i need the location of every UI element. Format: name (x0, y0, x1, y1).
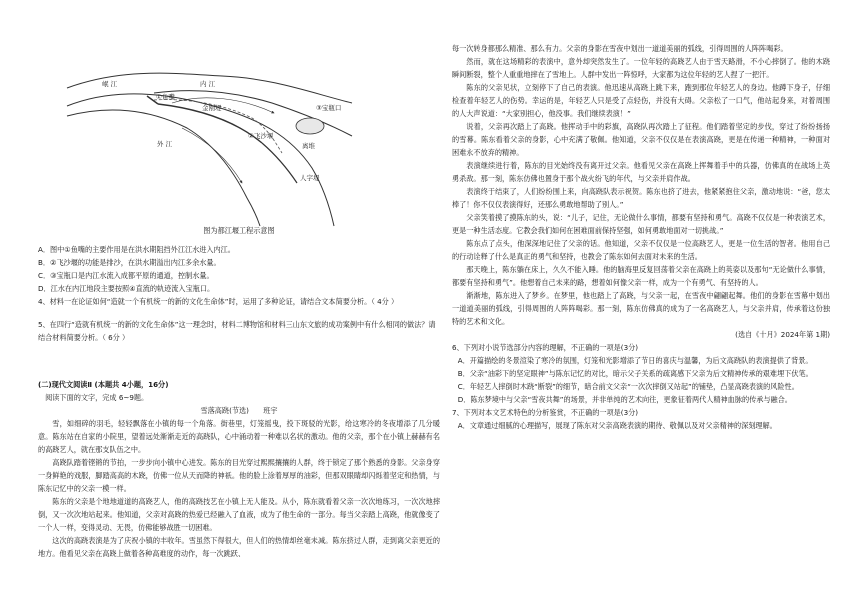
q3-option-a: A．图中①鱼嘴的主要作用是在洪水期阻挡外江江水进入内江。 (38, 245, 235, 254)
question-4: 4、材料一在论证如何“造就一个有机统一的新的文化生命体”时，运用了多种论证，请结合文本简要分析。（ 4分 ） (38, 297, 399, 306)
lidui-hill (296, 118, 324, 134)
map-caption: 图为都江堰工程示意图 (203, 226, 275, 235)
label-renzidi: 人字堤 (300, 174, 320, 182)
story-paragraph: 然而，就在这场精彩的表演中，意外却突然发生了。一位年轻的高跷艺人由于雪天路滑，不小心摔倒了。他的木跷瞬间断裂，整个人重重地摔在了雪地上。人群中发出一阵惊呼，大家都为这位年轻的艺人捏了一把汗。 (452, 57, 830, 79)
right-column (452, 42, 830, 432)
story-paragraph: 高跷队踏着铿锵的节拍，一步步向小镇中心进发。陈东的目光穿过熙熙攘攘的人群，终于锁定了那个熟悉的身影。父亲身穿一身鲜艳的戏服，脚踏高高的木跷，仿佛一位从天而降的神祇。他的脸上涂着厚厚的油彩，但那双眼睛却闪烁着坚定和热情，与陈东记忆中的父亲一模一样。 (38, 458, 440, 493)
story-paragraph: 陈东的父亲是个地地道道的高跷艺人，他的高跷技艺在小镇上无人能及。从小，陈东就看着父亲一次次地练习，一次次地摔倒，又一次次地站起来。他知道，父亲对高跷的热爱已经融入了血液，成为了他生命的一部分。每当父亲踏上高跷，他就像变了一个人一样，变得灵动、无畏，仿佛能够战胜一切困难。 (38, 497, 440, 532)
dujiangyan-map (62, 58, 362, 228)
question-7: 7、下列对本文艺术特色的分析鉴赏，不正确的一项是(3分) (452, 408, 639, 417)
reading-section (38, 378, 440, 560)
story-paragraph: 渐渐地，陈东进入了梦乡。在梦里，他也踏上了高跷，与父亲一起，在雪夜中翩翩起舞。他们的身影在雪幕中划出一道道美丽的弧线，引得周围的人阵阵喝彩。那一刻，陈东仿佛真的成为了一名高跷艺人，与父亲并肩，传承着这份独特的艺术和文化。 (452, 291, 830, 326)
left-column (38, 243, 440, 308)
label-minjiang: 岷 江 (102, 80, 118, 88)
label-neijiang: 内 江 (200, 80, 216, 88)
label-yuzui: ①鱼嘴 (156, 93, 175, 101)
story-paragraph: 那天晚上，陈东躺在床上，久久不能入睡。他的脑海里反复回荡着父亲在高跷上的英姿以及那句“无论做什么事情，都要有坚持和勇气”。他想着自己未来的路，想着如何像父亲一样，成为一个有勇气、有坚持的人。 (452, 265, 830, 287)
q3-option-b: B．②飞沙堰的功能是排沙，在洪水期溢出内江多余水量。 (38, 258, 221, 267)
story-paragraph: 雪，如细碎的羽毛，轻轻飘落在小镇的每一个角落。街巷里，灯笼摇曳，投下斑驳的光影，给这寒冷的冬夜增添了几分暖意。陈东站在自家的小院里，望着远处渐渐走近的高跷队，心中涌动着一种难以名状的激动。他的父亲，那个在小镇上赫赫有名的高跷艺人，就在那支队伍之中。 (38, 419, 440, 454)
q6-option-c: C．年轻艺人摔倒时木跷“断裂”的细节，暗合前文父亲“一次次摔倒又站起”的铺垫，凸显高跷表演的风险性。 (457, 382, 799, 391)
flow-arrow-outer (182, 128, 242, 183)
label-feishayan: ②飞沙堰 (248, 132, 274, 140)
q3-option-d: D．江水在内江地段主要按照④直流的轨迹流入宝瓶口。 (38, 284, 215, 293)
story-paragraph: 表演终于结束了，人们纷纷围上来，向高跷队表示祝贺。陈东也挤了进去，他紧紧抱住父亲，激动地说：“爸，您太棒了！你不仅仅表演得好，还那么勇敢地帮助了别人。” (452, 187, 830, 209)
story-paragraph: 表演继续进行着，陈东的目光始终没有离开过父亲。他看见父亲在高跷上挥舞着手中的兵器，仿佛真的在战场上英勇杀敌。那一刻，陈东仿佛也置身于那个战火纷飞的年代，与父亲并肩作战。 (452, 161, 830, 183)
river-bank-middle (67, 94, 334, 226)
story-paragraph: 这次的高跷表演是为了庆祝小镇的丰收年。雪虽然下得很大，但人们的热情却丝毫未减。陈东挤过人群，走到离父亲更近的地方。他看见父亲在高跷上做着各种高难度的动作，每一次跳跃、 (38, 536, 440, 558)
q6-option-a: A．开篇描绘的冬景渲染了寒冷的氛围，灯笼和光影增添了节日的喜庆与温馨，为后文高跷队的表演提供了背景。 (457, 356, 813, 365)
section-title: (二)现代文阅读Ⅱ (本题共 4小题，16分) (38, 380, 169, 389)
q6-option-b: B．父亲“油彩下的坚定眼神”与陈东记忆的对比，暗示父子关系的疏离感下父亲为后文精神传承的艰难埋下伏笔。 (457, 369, 813, 378)
instruction: 阅读下面的文字，完成 6~9题。 (45, 393, 149, 402)
label-baopingkou: ③宝瓶口 (316, 104, 342, 112)
story-source: (选自《十月》2024年第 1期) (735, 330, 830, 339)
label-jingangdi: 金刚堤 (202, 104, 222, 112)
story-title: 雪落高跷(节选) 班宇 (200, 406, 278, 415)
story-paragraph: 每一次转身都那么精准、那么有力。父亲的身影在雪夜中划出一道道美丽的弧线，引得周围的人阵阵喝彩。 (452, 44, 788, 53)
story-paragraph: 陈东点了点头，他深深地记住了父亲的话。他知道，父亲不仅仅是一位高跷艺人，更是一位生活的智者。他用自己的行动诠释了什么是真正的勇气和坚持，也教会了陈东如何去面对未来的生活。 (452, 239, 830, 261)
river-bank-top (67, 73, 352, 103)
map-drawing (62, 58, 362, 228)
question-5-text: 5、在四行“造就有机统一的新的文化生命体”这一理念时，材料二博物馆和材料三山东文旅的成功案例中有什么相同的做法？请结合材料简要分析。（ 6分 ） (38, 320, 436, 342)
q3-option-c: C．③宝瓶口是内江水流入成都平原的通道，控制水量。 (38, 271, 214, 280)
question-6: 6、下列对小说节选部分内容的理解，不正确的一项是(3分) (452, 343, 639, 352)
story-paragraph: 父亲笑着摸了摸陈东的头，说：“儿子，记住，无论做什么事情，都要有坚持和勇气。高跷不仅仅是一种表演艺术，更是一种生活态度。它教会我们如何在困难面前保持坚强，如何勇敢地面对一切挑战。” (452, 213, 830, 235)
label-lidui: 离堆 (302, 142, 315, 150)
q7-option-a: A．文章通过细腻的心理描写，展现了陈东对父亲高跷表演的期待、敬佩以及对父亲精神的深刻理解。 (457, 421, 777, 430)
story-paragraph: 陈东的父亲见状，立刻停下了自己的表演。他迅速从高跷上跳下来，跑到那位年轻艺人的身边。他蹲下身子，仔细检查着年轻艺人的伤势。幸运的是，年轻艺人只是受了点轻伤，并没有大碍。父亲松了一口气，他站起身来，对着周围的人大声说道：“大家别担心，他没事。我们继续表演！” (452, 83, 830, 118)
question-5 (38, 318, 440, 344)
river-bank-bottom (67, 110, 260, 226)
q6-option-d: D．陈东梦境中与父亲“雪夜共舞”的场景，并非单纯的艺术向往，更象征着两代人精神血脉的传承与融合。 (457, 395, 792, 404)
story-paragraph: 说着，父亲再次踏上了高跷。他挥动手中的彩旗，高跷队再次踏上了征程。他们踏着坚定的步伐，穿过了纷纷扬扬的雪幕。陈东看着父亲的身影，心中充满了敬佩。他知道，父亲不仅仅是在表演高跷，更是在传递一种精神，一种面对困难永不放弃的精神。 (452, 122, 830, 157)
label-waijiang: 外 江 (157, 140, 173, 148)
